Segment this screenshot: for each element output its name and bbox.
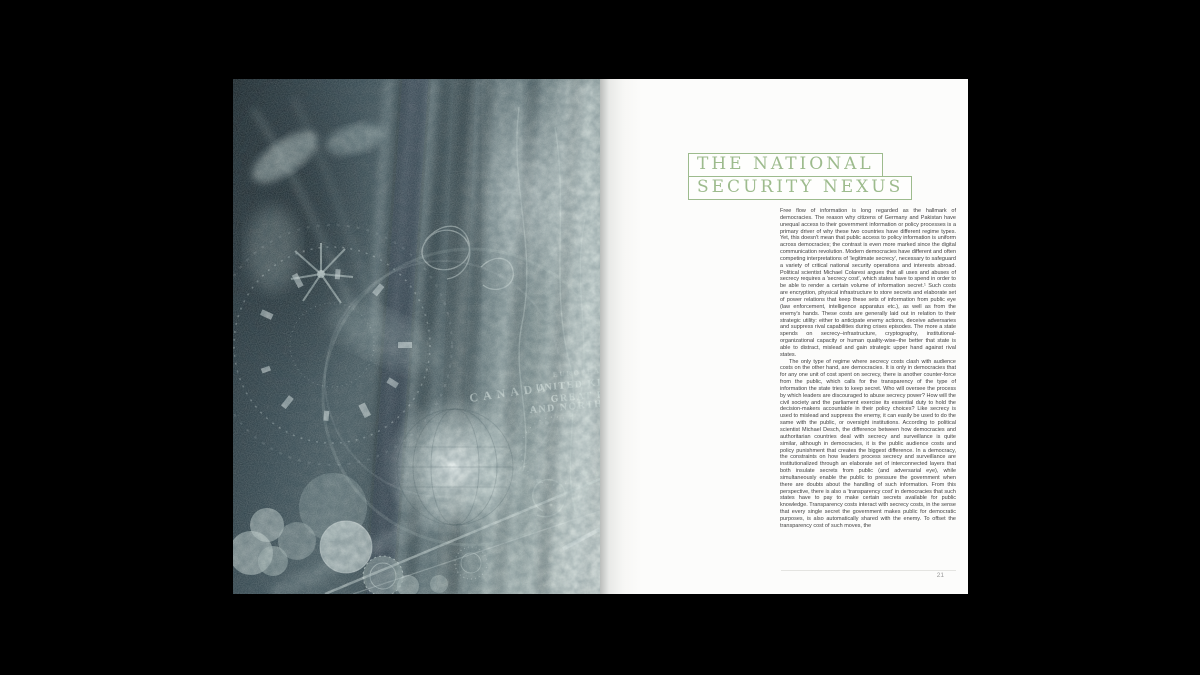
chapter-title — [688, 153, 912, 200]
collage-artwork — [233, 79, 600, 594]
paragraph-2: The only type of regime where secrecy costs clash with audience costs on the other hand, are democracies. It is only in democracies that for any one unit of cost spent on secrecy, there is another counter-force from the public, which calls for the transparency of the type of information the state tries to keep secret. Who will oversee the process by which leaders are discouraged to abuse secrecy power? How will the civil society and the parliament exercise its essential duty to hold the decision-makers accountable in their policy choices? Like secrecy is used to mislead and suppress the enemy, it can easily be used to do the same with the public, or oversight institutions. According to political scientist Michael Desch, the difference between how democracies and authoritarian countries deal with secrecy and surveillance is quite similar, although in democracies, it is the public audience costs and policy punishment that creates the biggest difference. In a democracy, the constraints on how leaders process secrecy and surveillance are institutionalized through an elaborate set of interconnected layers that both insulate secrets from public (and adversarial eye), while simultaneously enable the public to pressure the government when there are doubts about the handling of such information. From this perspective, there is also a 'transparency cost' in democracies that such states have to pay to make certain secrets available for public knowledge. Transparency costs interact with secrecy costs, in the sense that every single secret the government makes public for democratic purposes, is also automatically shared with the enemy. To offset the transparency cost of such moves, the — [780, 358, 956, 529]
paragraph-1: Free flow of information is long regarded as the hallmark of democracies. The reason why citizens of Germany and Pakistan have unequal access to their government information or policy processes is a primary driver of why these two countries have different regime types. Yet, this doesn't mean that public access to policy information is uniform across democracies; the contrast is even more marked since the digital communication revolution. Modern democracies have different and often competing interpretations of 'legitimate secrecy', necessary to safeguard a variety of critical national security operations and interests abroad. Political scientist Michael Colaresi argues that all uses and abuses of secrecy requires a 'secrecy cost', which states have to spend in order to be able to render a certain volume of information secret.¹ Such costs are encryption, physical infrastructure to store secrets and elaborate set of power relations that keep these sets of information from public eye (law enforcement, intelligence apparatus etc.), as well as from the enemy's hands. These costs are generally laid out in relation to their strategic utility: either to anticipate enemy actions, deceive adversaries and suppress rival capabilities during crises episodes. The more a state spends on secrecy–infrastructure, cryptography, institutional-organizational capacity or human quality-wise–the better that state is able to distract, mislead and gain strategic upper hand against rival states. — [780, 208, 956, 358]
footer-rule — [781, 570, 956, 571]
chapter-title-row-1 — [688, 153, 912, 177]
page-number: 21 — [936, 572, 944, 579]
book-spread — [233, 79, 968, 594]
chapter-title-row-2 — [688, 177, 912, 200]
mottle-texture — [233, 79, 600, 594]
chapter-title-line-1: THE NATIONAL — [688, 153, 883, 177]
article-text — [780, 208, 956, 530]
left-page — [233, 79, 600, 594]
chapter-title-line-2: SECURITY NEXUS — [688, 176, 912, 200]
right-page — [600, 79, 968, 594]
gutter-shadow — [600, 79, 642, 594]
